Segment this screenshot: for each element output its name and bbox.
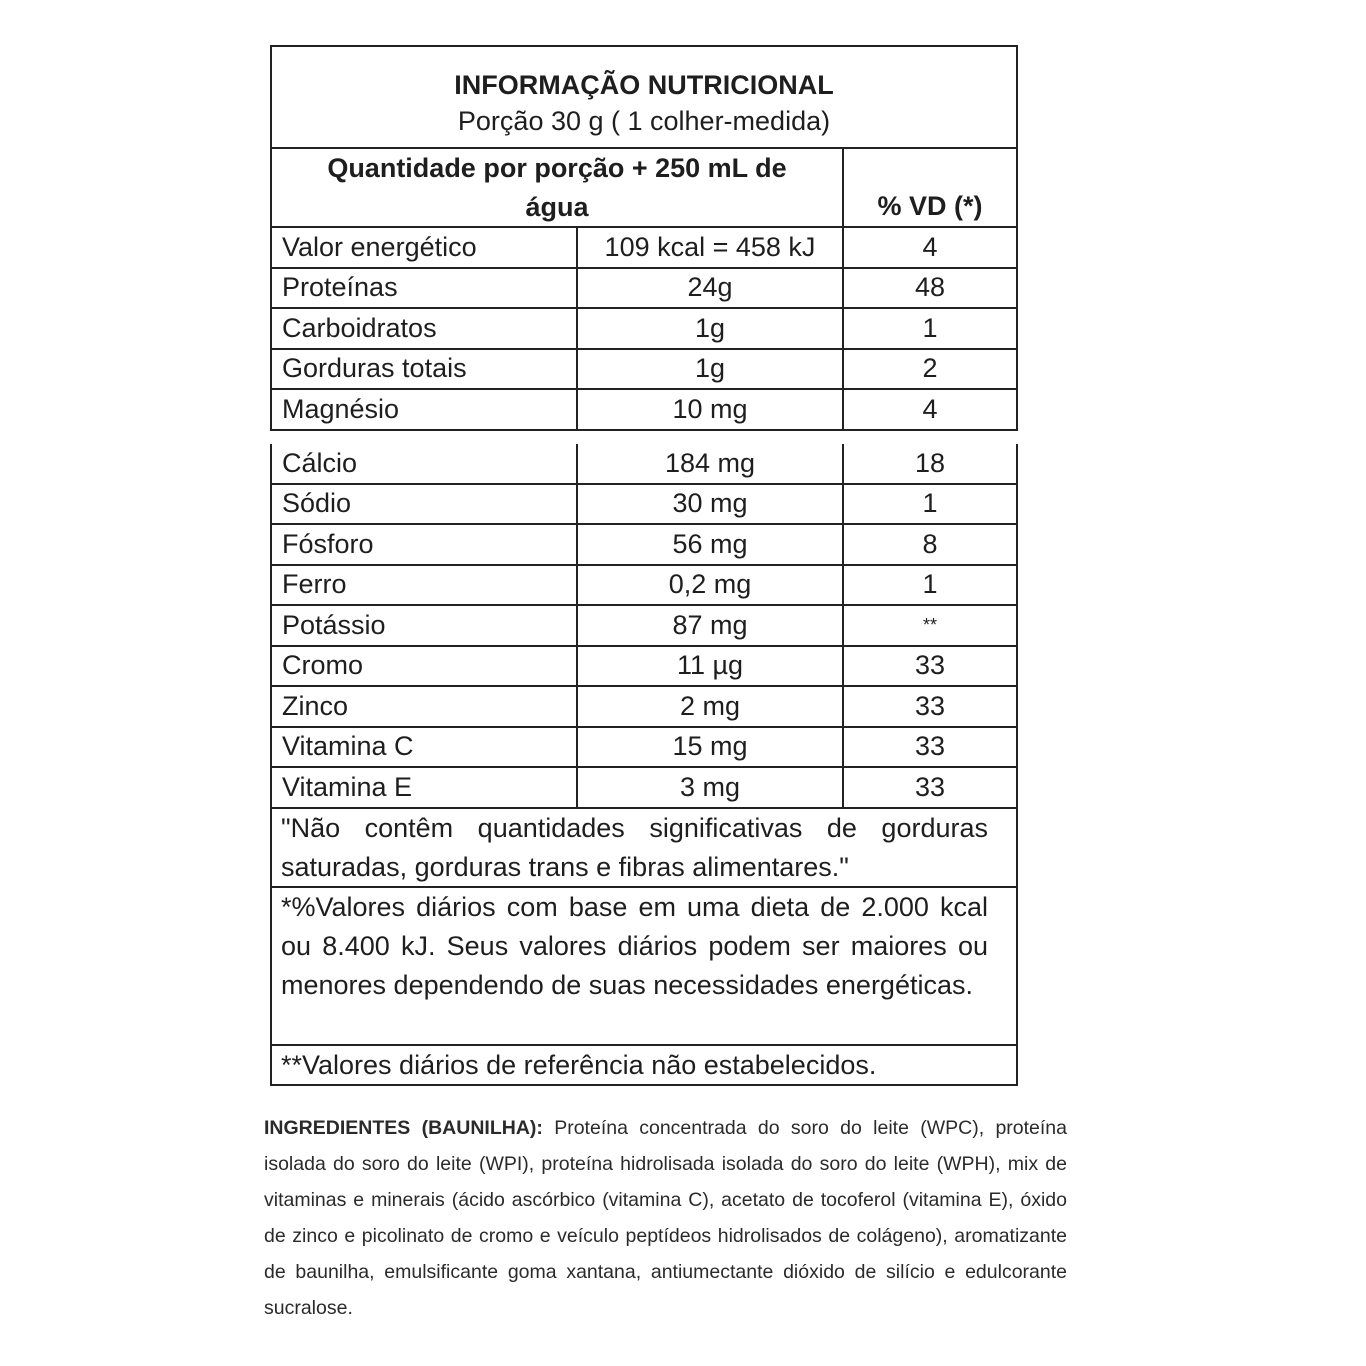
nutrient-amount: 1g [578,309,844,348]
nutrient-row [272,444,1016,485]
nutrient-vd: 1 [922,569,938,600]
nutrient-row [272,485,1016,526]
ingredients-label: INGREDIENTES (BAUNILHA): [264,1117,543,1139]
nutrient-name: Cálcio [272,444,578,483]
nutrient-row [272,647,1016,688]
nutrient-name: Vitamina E [272,768,578,807]
nutrient-row [272,525,1016,566]
nutrient-row [272,606,1016,647]
nutrient-amount: 184 mg [578,444,844,483]
nutrient-name: Valor energético [272,228,578,267]
nutrient-row [272,566,1016,607]
ingredients-text: Proteína concentrada do soro do leite (WPC), proteína isolada do soro do leite (WPI), proteína hidrolisada isolada do soro do leite (WPH), mix de vitaminas e minerais (ácido ascórbico (vitamina C), acetato de tocoferol (vitamina E), óxido de zinco e picolinato de cromo e veículo peptídeos hidrolisados de colágeno), aromatizante de baunilha, emulsificante goma xantana, antiumectante dióxido de silício e edulcorante sucralose. [264,1117,1067,1319]
nutrient-vd: 4 [922,393,938,424]
nutrient-vd: 4 [922,231,938,262]
nutrient-amount: 10 mg [578,390,844,429]
nutrition-table-top [270,45,1018,431]
note-not-significant: "Não contêm quantidades significativas de gorduras saturadas, gorduras trans e fibras alimentares." [272,809,1016,888]
table-title-block [272,47,1016,149]
nutrient-amount: 30 mg [578,485,844,524]
nutrient-name: Ferro [272,566,578,605]
ingredients-paragraph [264,1110,1067,1326]
nutrient-amount: 1g [578,350,844,389]
rows-bottom [272,444,1016,809]
nutrient-row [272,309,1016,350]
nutrient-name: Gorduras totais [272,350,578,389]
nutrition-table-bottom [270,444,1018,1086]
nutrient-amount: 56 mg [578,525,844,564]
nutrient-name: Cromo [272,647,578,686]
quantity-header [272,149,844,226]
quantity-header-line2: água [525,192,589,222]
nutrient-amount: 3 mg [578,768,844,807]
note-reference: **Valores diários de referência não estabelecidos. [272,1046,1016,1086]
portion-size: Porção 30 g ( 1 colher-medida) [457,106,831,136]
nutrient-vd: 8 [922,528,938,559]
nutrient-amount: 11 µg [578,647,844,686]
nutrient-vd: 18 [914,447,946,478]
nutrient-row [272,228,1016,269]
nutrient-name: Magnésio [272,390,578,429]
nutrient-name: Fósforo [272,525,578,564]
nutrient-name: Proteínas [272,269,578,308]
nutrient-name: Carboidratos [272,309,578,348]
nutrient-row [272,687,1016,728]
nutrient-amount: 0,2 mg [578,566,844,605]
nutrient-vd: 33 [914,690,946,721]
nutrient-name: Sódio [272,485,578,524]
nutrient-amount: 15 mg [578,728,844,767]
nutrient-row [272,728,1016,769]
nutrient-vd: 2 [922,353,938,384]
nutrient-row [272,768,1016,809]
nutrient-vd: 33 [914,731,946,762]
nutrient-amount: 2 mg [578,687,844,726]
nutrient-row [272,350,1016,391]
nutrient-name: Vitamina C [272,728,578,767]
nutrient-amount: 24g [578,269,844,308]
nutrient-amount: 87 mg [578,606,844,645]
nutrient-vd: 1 [922,312,938,343]
nutrient-vd: 48 [914,272,946,303]
table-title: INFORMAÇÃO NUTRICIONAL [454,70,834,100]
nutrient-amount: 109 kcal = 458 kJ [578,228,844,267]
nutrient-vd: 1 [922,488,938,519]
nutrient-row [272,269,1016,310]
nutrient-name: Zinco [272,687,578,726]
quantity-header-line1: Quantidade por porção + 250 mL de [327,153,787,183]
vd-header: % VD (*) [877,191,983,221]
nutrient-vd: 33 [914,650,946,681]
rows-top [272,228,1016,431]
nutrient-row [272,390,1016,431]
table-header [272,149,1016,228]
note-daily-values: *%Valores diários com base em uma dieta de 2.000 kcal ou 8.400 kJ. Seus valores diários podem ser maiores ou menores dependendo de suas necessidades energéticas. [272,888,1016,1046]
nutrient-vd: ** [922,614,937,635]
nutrient-name: Potássio [272,606,578,645]
nutrient-vd: 33 [914,771,946,802]
